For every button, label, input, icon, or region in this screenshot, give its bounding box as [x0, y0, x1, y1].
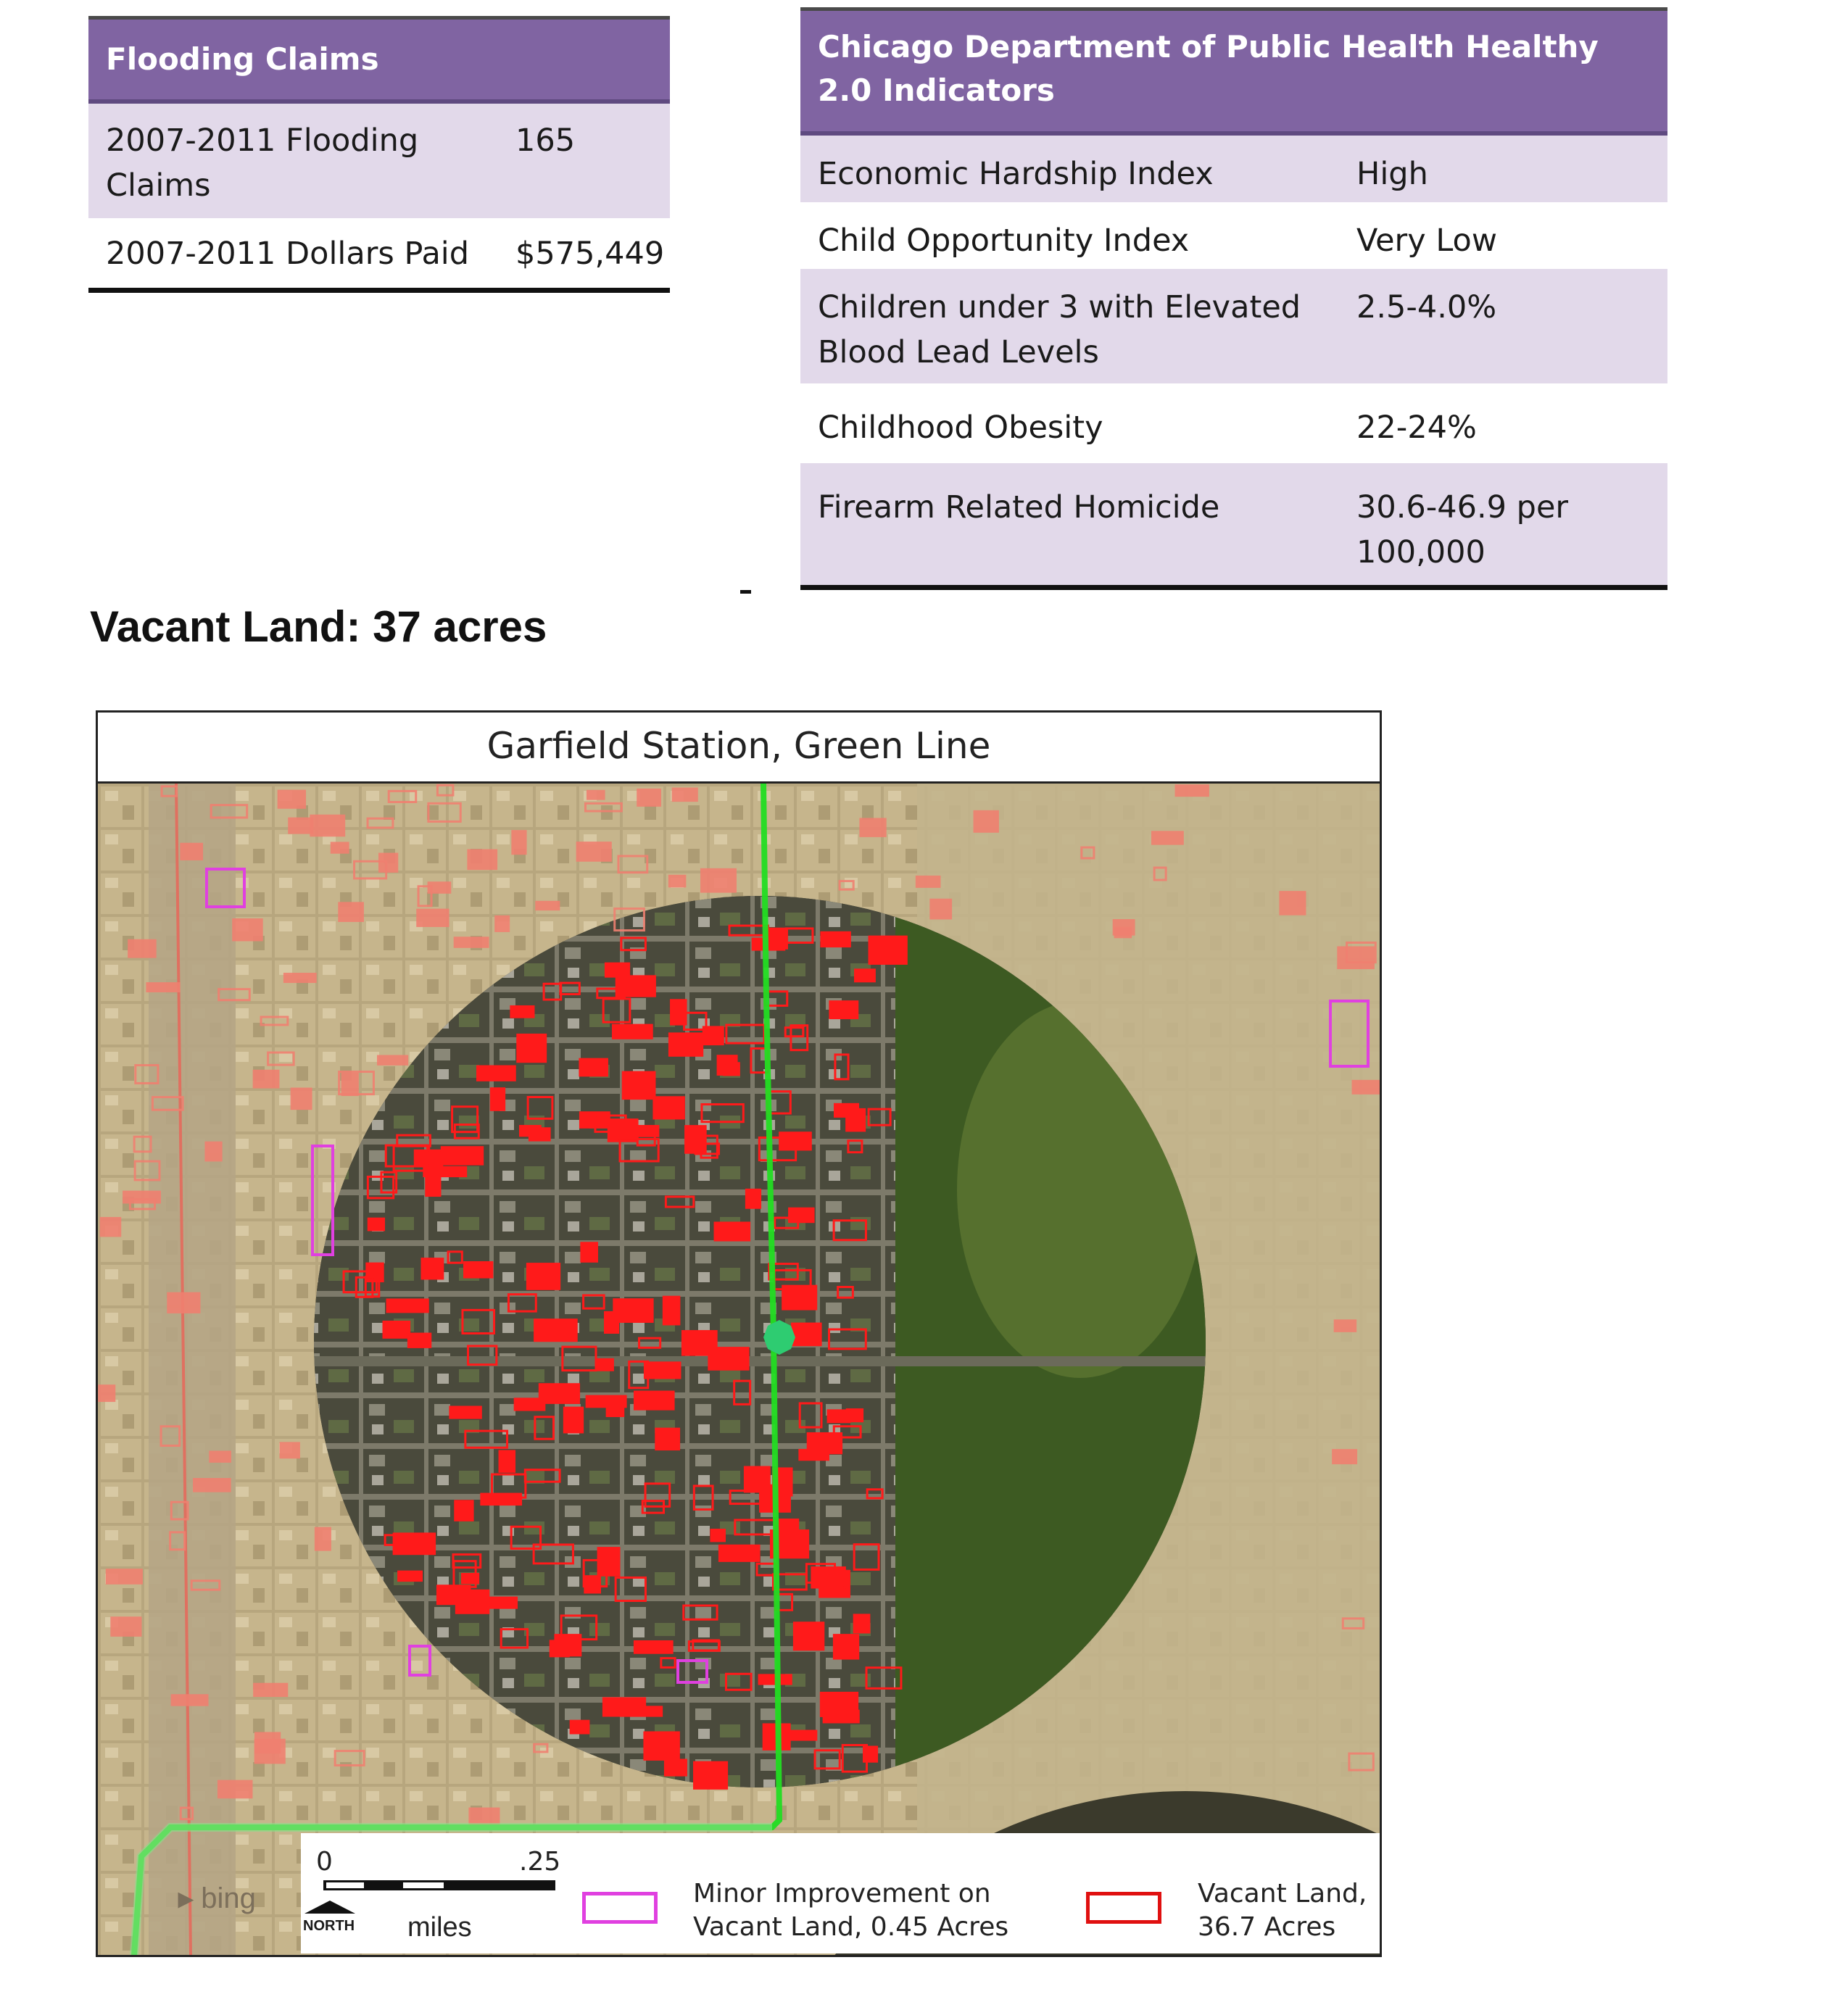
legend-vacant-land-swatch: [1086, 1892, 1161, 1924]
expressway: [149, 784, 236, 1955]
row-label: Child Opportunity Index: [818, 223, 1190, 259]
row-label: Firearm Related Homicide: [818, 489, 1220, 526]
vacant-parcel: [564, 1408, 582, 1432]
vacant-parcel: [527, 1264, 559, 1290]
legend-vacant-land-label: Vacant Land, 36.7 Acres: [1198, 1879, 1367, 1942]
vacant-parcel: [656, 1429, 679, 1449]
vacant-parcel-outside-buffer: [1115, 928, 1131, 937]
vacant-parcel: [535, 1320, 577, 1341]
scale-start-label: 0: [316, 1847, 333, 1877]
table-bottom-rule: [800, 585, 1667, 590]
vacant-parcel: [477, 1066, 515, 1080]
vacant-parcel: [608, 1120, 637, 1142]
bing-icon: ▸: [178, 1882, 194, 1914]
vacant-parcel-outside-buffer: [380, 854, 397, 871]
row-label: Economic Hardship Index: [818, 156, 1214, 192]
vacant-parcel-outside-buffer: [210, 1452, 231, 1462]
vacant-parcel-outside-buffer: [101, 1218, 120, 1235]
vacant-parcel: [695, 1762, 727, 1788]
vacant-parcel: [790, 1208, 814, 1221]
vacant-parcel-outside-buffer: [916, 876, 940, 886]
vacant-parcel: [613, 1025, 652, 1038]
row-value: 165: [515, 122, 576, 159]
vacant-parcel: [784, 1731, 816, 1740]
vacant-parcel-outside-buffer: [181, 844, 202, 859]
vacant-parcel-outside-buffer: [194, 1479, 231, 1492]
vacant-parcel: [869, 937, 906, 963]
table-header: Chicago Department of Public Health Healthy 2.0 Indicators: [800, 11, 1667, 131]
vacant-parcel: [634, 1641, 672, 1653]
vacant-parcel: [719, 1545, 759, 1561]
vacant-parcel-outside-buffer: [974, 811, 998, 831]
vacant-parcel: [581, 1243, 597, 1262]
vacant-parcel: [518, 1034, 546, 1061]
vacant-parcel-outside-buffer: [311, 815, 344, 836]
vacant-parcel: [387, 1300, 428, 1312]
vacant-parcel: [828, 1411, 850, 1422]
row-value: 22-24%: [1356, 410, 1477, 446]
vacant-parcel-outside-buffer: [931, 900, 951, 918]
vacant-parcel-outside-buffer: [1353, 1081, 1380, 1093]
vacant-parcel-outside-buffer: [147, 984, 179, 992]
vacant-parcel-outside-buffer: [428, 883, 450, 893]
vacant-parcel-outside-buffer: [536, 902, 559, 909]
vacant-parcel: [426, 1176, 440, 1196]
vacant-parcel: [824, 1711, 858, 1722]
vacant-parcel-outside-buffer: [513, 831, 526, 854]
vacant-parcel: [792, 1324, 821, 1345]
vacant-parcel: [854, 1615, 869, 1632]
row-label: 2007-2011 Dollars Paid: [106, 236, 470, 272]
table-row: [800, 202, 1667, 269]
vacant-parcel: [450, 1407, 481, 1418]
vacant-parcel: [821, 932, 850, 946]
scale-bar: [323, 1877, 557, 1893]
vacant-parcel: [603, 1698, 645, 1716]
vacant-parcel: [863, 1747, 877, 1761]
legend-minor-improvement-swatch: [582, 1892, 658, 1924]
vacant-parcel: [500, 1451, 515, 1471]
vacant-parcel: [808, 1433, 841, 1453]
vacant-land-map: [96, 710, 1382, 1957]
legend-minor-improvement-label: Minor Improvement on Vacant Land, 0.45 Acres: [693, 1879, 1009, 1942]
vacant-parcel-outside-buffer: [1280, 892, 1305, 915]
vacant-parcel: [834, 1104, 858, 1116]
vacant-parcel: [671, 1000, 687, 1024]
map-title: Garfield Station, Green Line: [98, 713, 1380, 784]
vacant-parcel: [834, 1635, 858, 1658]
vacant-parcel-outside-buffer: [129, 940, 156, 957]
vacant-parcel-outside-buffer: [278, 791, 304, 807]
vacant-parcel-outside-buffer: [701, 869, 735, 892]
row-value: 30.6-46.9 per 100,000: [1356, 489, 1569, 570]
vacant-parcel-outside-buffer: [254, 1071, 278, 1087]
table-row: [800, 136, 1667, 202]
row-label: Children under 3 with Elevated Blood Lead Levels: [818, 289, 1301, 370]
row-value: $575,449: [515, 236, 665, 272]
east-west-street: [308, 1356, 1214, 1366]
vacant-parcel: [437, 1586, 470, 1604]
table-row: [800, 269, 1667, 383]
vacant-parcel-outside-buffer: [233, 919, 262, 940]
row-value: High: [1356, 156, 1428, 192]
vacant-parcel-outside-buffer: [206, 1142, 221, 1160]
vacant-parcel-outside-buffer: [331, 843, 348, 852]
vacant-parcel: [724, 1063, 739, 1075]
north-arrow-icon: [304, 1898, 355, 1915]
vacant-parcel: [634, 1392, 674, 1409]
vacant-parcel: [571, 1721, 589, 1733]
vacant-parcel-outside-buffer: [455, 938, 488, 947]
flooding-claims-table: [88, 16, 670, 293]
vacant-parcel-outside-buffer: [168, 1293, 199, 1312]
vacant-parcel: [597, 1359, 613, 1370]
vacant-parcel: [794, 1623, 823, 1650]
vacant-parcel: [462, 1574, 478, 1583]
vacant-parcel-outside-buffer: [418, 910, 448, 926]
vacant-parcel-outside-buffer: [1333, 1450, 1356, 1463]
vacant-parcel-outside-buffer: [339, 903, 363, 921]
vacant-parcel-outside-buffer: [112, 1618, 141, 1636]
scale-end-label: .25: [519, 1847, 561, 1877]
table-row: [800, 463, 1667, 585]
table-header: Flooding Claims: [88, 20, 670, 99]
vacant-parcel-outside-buffer: [281, 1443, 299, 1458]
vacant-parcel: [715, 1223, 750, 1240]
vacant-parcel: [424, 1167, 466, 1176]
vacant-parcel: [614, 1300, 652, 1322]
stray-dash: [740, 590, 751, 594]
vacant-parcel-outside-buffer: [107, 1570, 141, 1584]
table-row: [800, 383, 1667, 463]
vacant-parcel: [367, 1263, 383, 1281]
vacant-parcel: [645, 1363, 680, 1378]
health-indicators-table: [800, 7, 1667, 590]
vacant-parcel: [855, 970, 875, 981]
row-value: Very Low: [1356, 223, 1498, 259]
vacant-parcel: [368, 1218, 384, 1230]
vacant-land-heading: Vacant Land: 37 acres: [90, 602, 547, 651]
vacant-parcel: [580, 1059, 608, 1076]
vacant-parcel-outside-buffer: [577, 843, 610, 861]
vacant-parcel-outside-buffer: [289, 818, 312, 833]
vacant-parcel-outside-buffer: [638, 789, 660, 805]
vacant-parcel: [605, 963, 629, 976]
vacant-parcel-outside-buffer: [673, 789, 697, 801]
vacant-parcel: [511, 1006, 534, 1017]
vacant-parcel-outside-buffer: [587, 791, 604, 799]
bing-credit: bing: [201, 1882, 256, 1914]
vacant-parcel: [555, 1635, 581, 1656]
vacant-parcel-outside-buffer: [342, 1074, 357, 1095]
row-label: 2007-2011 Flooding Claims: [106, 122, 419, 204]
vacant-parcel: [663, 1297, 679, 1324]
vacant-parcel: [481, 1494, 521, 1505]
scale-unit-label: miles: [407, 1912, 472, 1943]
table-row: [88, 104, 670, 218]
vacant-parcel: [669, 1034, 702, 1055]
vacant-parcel: [682, 1331, 716, 1355]
vacant-parcel-outside-buffer: [172, 1695, 207, 1705]
vacant-parcel-outside-buffer: [1176, 786, 1208, 796]
vacant-parcel: [491, 1089, 504, 1110]
vacant-parcel: [394, 1534, 434, 1554]
vacant-parcel: [645, 1732, 679, 1759]
vacant-parcel: [711, 1530, 725, 1541]
vacant-parcel-outside-buffer: [315, 1528, 330, 1550]
vacant-parcel: [623, 1072, 655, 1098]
vacant-parcel: [616, 976, 655, 996]
vacant-parcel: [408, 1334, 430, 1347]
vacant-parcel: [605, 1312, 618, 1332]
vacant-parcel: [529, 1129, 550, 1140]
vacant-parcel-outside-buffer: [378, 1056, 407, 1064]
vacant-parcel-outside-buffer: [468, 850, 497, 869]
vacant-parcel-outside-buffer: [496, 916, 509, 931]
table-bottom-rule: [88, 288, 670, 293]
vacant-parcel: [585, 1577, 600, 1592]
vacant-parcel-outside-buffer: [669, 876, 685, 886]
vacant-parcel-outside-buffer: [254, 1684, 287, 1695]
vacant-parcel-outside-buffer: [1338, 947, 1374, 968]
vacant-parcel-outside-buffer: [861, 819, 885, 836]
vacant-parcel: [515, 1399, 544, 1410]
map-image: [98, 784, 1380, 1955]
vacant-parcel: [812, 1568, 845, 1587]
vacant-parcel-outside-buffer: [256, 1733, 280, 1753]
table-row: [88, 218, 670, 288]
vacant-parcel: [399, 1571, 422, 1580]
vacant-parcel: [598, 1548, 619, 1576]
vacant-parcel: [654, 1097, 684, 1118]
row-value: 2.5-4.0%: [1356, 289, 1497, 325]
vacant-parcel: [465, 1262, 492, 1277]
vacant-parcel: [587, 1396, 626, 1407]
vacant-parcel: [539, 1384, 579, 1403]
vacant-parcel-outside-buffer: [291, 1089, 311, 1109]
vacant-parcel-outside-buffer: [218, 1781, 252, 1798]
vacant-parcel-outside-buffer: [1152, 832, 1182, 844]
vacant-parcel: [422, 1259, 443, 1279]
vacant-parcel: [384, 1321, 410, 1337]
vacant-parcel: [442, 1147, 482, 1164]
bing-logo: [178, 1882, 256, 1915]
north-label: NORTH: [303, 1918, 355, 1934]
row-label: Childhood Obesity: [818, 410, 1103, 446]
vacant-parcel: [665, 1760, 686, 1775]
vacant-parcel: [455, 1501, 473, 1521]
vacant-parcel-outside-buffer: [284, 974, 315, 982]
vacant-parcel: [746, 1189, 760, 1208]
vacant-parcel-outside-buffer: [99, 1386, 115, 1401]
vacant-parcel: [686, 1126, 706, 1153]
vacant-parcel-outside-buffer: [1335, 1321, 1355, 1332]
vacant-parcel: [830, 1002, 858, 1018]
